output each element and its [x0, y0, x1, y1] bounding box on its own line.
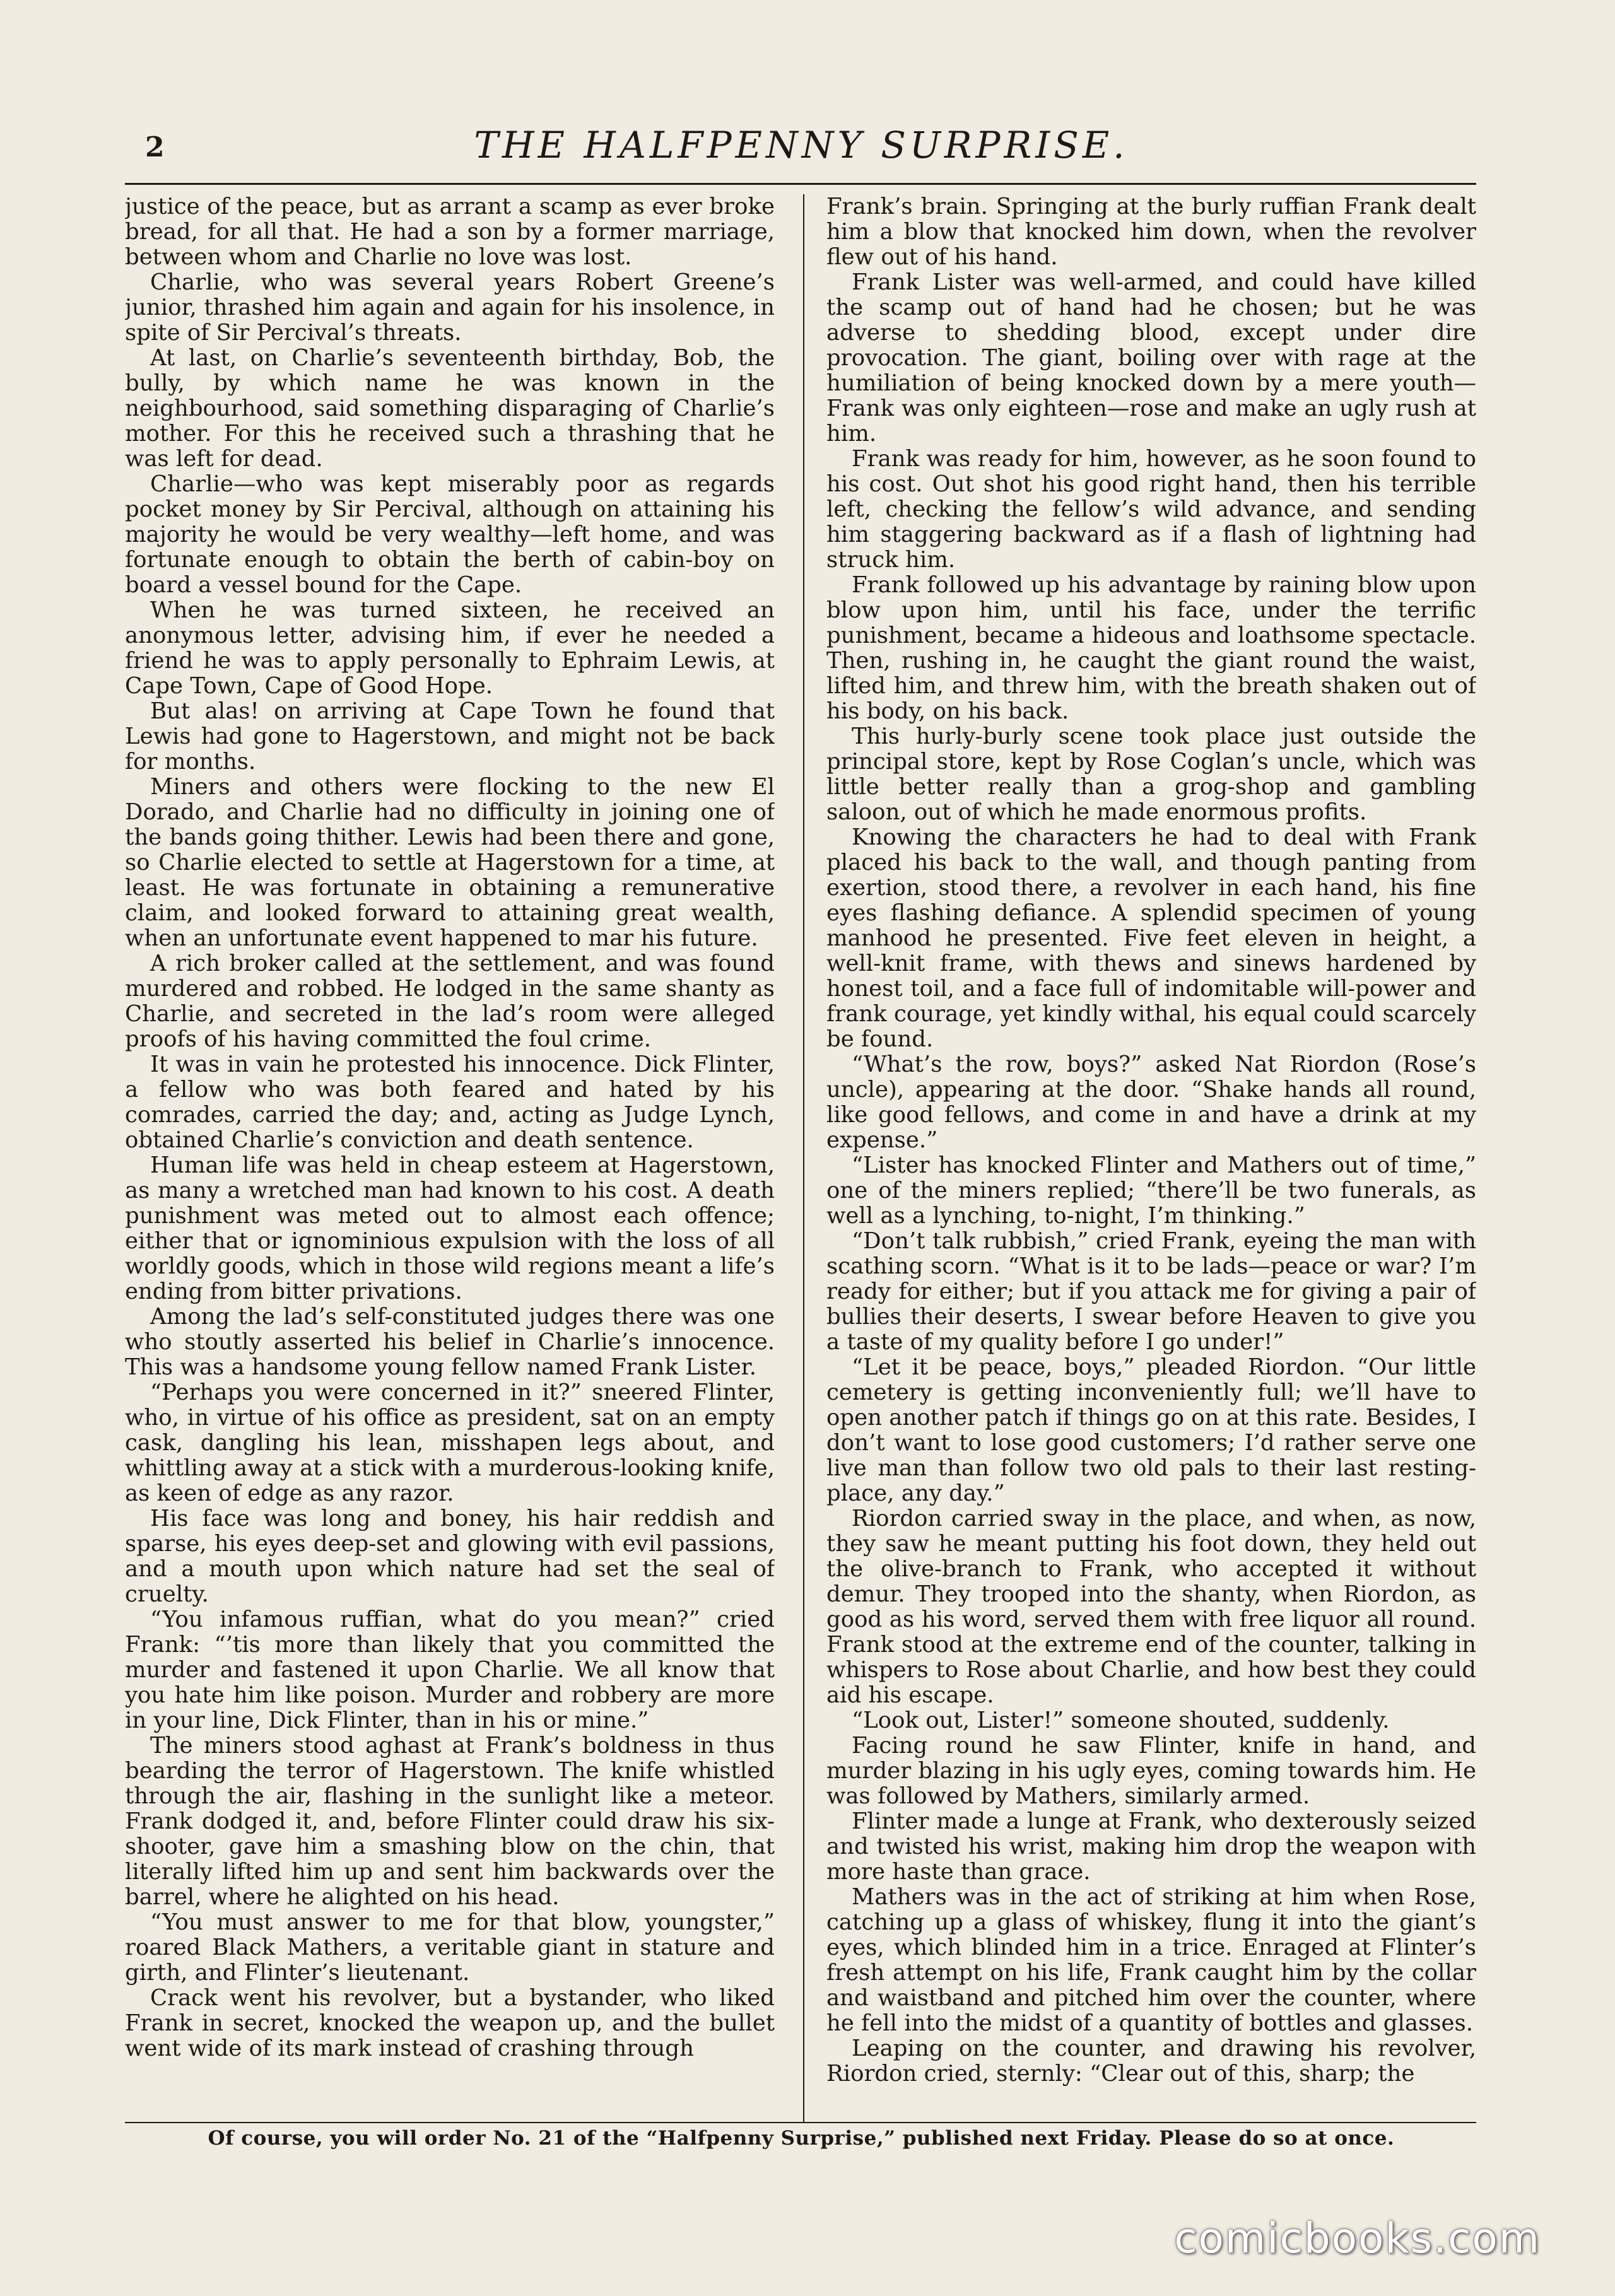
paragraph: At last, on Charlie’s seventeenth birthday, Bob, the bully, by which name he was known in the neighbourhood, said something disparaging of Charlie’s mother. For this he received such a thrashing that he was left for dead.: [125, 345, 775, 472]
paragraph: “Let it be peace, boys,” pleaded Riordon. “Our little cemetery is getting inconveniently full; we’ll have to open another patch if things go on at this rate. Besides, I don’t want to lose good customers; I’d rather serve one live man than follow two old pals to their last resting-place, any day.”: [826, 1354, 1476, 1506]
paragraph: Among the lad’s self-constituted judges there was one who stoutly asserted his belief in Charlie’s innocence. This was a handsome young fellow named Frank Lister.: [125, 1304, 775, 1380]
paragraph: Charlie—who was kept miserably poor as regards pocket money by Sir Percival, although on attaining his majority he would be very wealthy—left home, and was fortunate enough to obtain the berth of cabin-boy on board a vessel bound for the Cape.: [125, 471, 775, 598]
header-rule: [125, 183, 1476, 185]
paragraph: A rich broker called at the settlement, and was found murdered and robbed. He lodged in the same shanty as Charlie, and secreted in the lad’s room were alleged proofs of his having committed the foul crime.: [125, 951, 775, 1052]
page-header: [95, 124, 1508, 180]
paragraph: When he was turned sixteen, he received an anonymous letter, advising him, if ever he needed a friend he was to apply personally to Ephraim Lewis, at Cape Town, Cape of Good Hope.: [125, 597, 775, 699]
right-column: [826, 194, 1476, 2123]
column-divider: [803, 194, 804, 2123]
paragraph: Human life was held in cheap esteem at Hagerstown, as many a wretched man had known to his cost. A death punishment was meted out to almost each offence; either that or ignominious expulsion with the loss of all worldly goods, which in those wild regions meant a life’s ending from bitter privations.: [125, 1152, 775, 1304]
paragraph: Miners and others were flocking to the new El Dorado, and Charlie had no difficulty in joining one of the bands going thither. Lewis had been there and gone, so Charlie elected to settle at Hagerstown for a time, at least. He was fortunate in obtaining a remunerative claim, and looked forward to attaining great wealth, when an unfortunate event happened to mar his future.: [125, 774, 775, 951]
footer-rule: [125, 2122, 1476, 2123]
footer-note: Of course, you will order No. 21 of the “Halfpenny Surprise,” published next Friday. Please do so at once.: [208, 2127, 1395, 2150]
paragraph: “Perhaps you were concerned in it?” sneered Flinter, who, in virtue of his office as president, sat on an empty cask, dangling his lean, misshapen legs about, and whittling away at a stick with a murderous-looking knife, as keen of edge as any razor.: [125, 1379, 775, 1506]
paragraph: Frank Lister was well-armed, and could have killed the scamp out of hand had he chosen; but he was adverse to shedding blood, except under dire provocation. The giant, boiling over with rage at the humiliation of being knocked down by a mere youth—Frank was only eighteen—rose and make an ugly rush at him.: [826, 269, 1476, 447]
paragraph: “What’s the row, boys?” asked Nat Riordon (Rose’s uncle), appearing at the door. “Shake hands all round, like good fellows, and come in and have a drink at my expense.”: [826, 1051, 1476, 1153]
paragraph: “Lister has knocked Flinter and Mathers out of time,” one of the miners replied; “there’ll be two funerals, as well as a lynching, to-night, I’m thinking.”: [826, 1152, 1476, 1229]
paragraph: Facing round he saw Flinter, knife in hand, and murder blazing in his ugly eyes, coming towards him. He was followed by Mathers, similarly armed.: [826, 1733, 1476, 1809]
paragraph: This hurly-burly scene took place just outside the principal store, kept by Rose Coglan’s uncle, which was little better really than a grog-shop and gambling saloon, out of which he made enormous profits.: [826, 723, 1476, 825]
paragraph: “Look out, Lister!” someone shouted, suddenly.: [852, 1707, 1390, 1733]
paragraph: Knowing the characters he had to deal with Frank placed his back to the wall, and though panting from exertion, stood there, a revolver in each hand, his fine eyes flashing defiance. A splendid specimen of young manhood he presented. Five feet eleven in height, a well-knit frame, with thews and sinews hardened by honest toil, and a face full of indomitable will-power and frank courage, yet kindly withal, his equal could scarcely be found.: [826, 824, 1476, 1052]
paragraph: Leaping on the counter, and drawing his revolver, Riordon cried, sternly: “Clear out of this, sharp; the: [826, 2035, 1476, 2087]
paragraph: His face was long and boney, his hair reddish and sparse, his eyes deep-set and glowing with evil passions, and a mouth upon which nature had set the seal of cruelty.: [125, 1506, 775, 1607]
paragraph: Charlie, who was several years Robert Greene’s junior, thrashed him again and again for his insolence, in spite of Sir Percival’s threats.: [125, 269, 775, 346]
paragraph: Frank was ready for him, however, as he soon found to his cost. Out shot his good right hand, then his terrible left, checking the fellow’s wild advance, and sending him staggering backward as if a flash of lightning had struck him.: [826, 446, 1476, 573]
watermark: comicbooks.com: [1174, 2214, 1541, 2263]
paragraph: justice of the peace, but as arrant a scamp as ever broke bread, for all that. He had a son by a former marriage, between whom and Charlie no love was lost.: [125, 194, 775, 270]
page-title: THE HALFPENNY SURPRISE.: [474, 124, 1129, 167]
paragraph: But alas! on arriving at Cape Town he found that Lewis had gone to Hagerstown, and might not be back for months.: [125, 698, 775, 775]
paragraph: Crack went his revolver, but a bystander, who liked Frank in secret, knocked the weapon up, and the bullet went wide of its mark instead of crashing through: [125, 1985, 775, 2061]
left-column: [125, 194, 775, 2123]
paragraph: It was in vain he protested his innocence. Dick Flinter, a fellow who was both feared and hated by his comrades, carried the day; and, acting as Judge Lynch, obtained Charlie’s conviction and death sentence.: [125, 1051, 775, 1153]
paragraph: “Don’t talk rubbish,” cried Frank, eyeing the man with scathing scorn. “What is it to be lads—peace or war? I’m ready for either; but if you attack me for giving a pair of bullies their deserts, I swear before Heaven to give you a taste of my quality before I go under!”: [826, 1228, 1476, 1355]
paragraph: The miners stood aghast at Frank’s boldness in thus bearding the terror of Hagerstown. The knife whistled through the air, flashing in the sunlight like a meteor. Frank dodged it, and, before Flinter could draw his six-shooter, gave him a smashing blow on the chin, that literally lifted him up and sent him backwards over the barrel, where he alighted on his head.: [125, 1733, 775, 1910]
paragraph: “You infamous ruffian, what do you mean?” cried Frank: “’tis more than likely that you committed the murder and fastened it upon Charlie. We all know that you hate him like poison. Murder and robbery are more in your line, Dick Flinter, than in his or mine.”: [125, 1607, 775, 1733]
page-number: 2: [145, 131, 165, 163]
paragraph: Frank’s brain. Springing at the burly ruffian Frank dealt him a blow that knocked him down, when the revolver flew out of his hand.: [826, 194, 1476, 270]
paragraph: Frank followed up his advantage by raining blow upon blow upon him, until his face, under the terrific punishment, became a hideous and loathsome spectacle. Then, rushing in, he caught the giant round the waist, lifted him, and threw him, with the breath shaken out of his body, on his back.: [826, 572, 1476, 724]
paragraph: Flinter made a lunge at Frank, who dexterously seized and twisted his wrist, making him drop the weapon with more haste than grace.: [826, 1808, 1476, 1885]
paragraph: “You must answer to me for that blow, youngster,” roared Black Mathers, a veritable giant in stature and girth, and Flinter’s lieutenant.: [125, 1909, 775, 1986]
paragraph: Riordon carried sway in the place, and when, as now, they saw he meant putting his foot down, they held out the olive-branch to Frank, who accepted it without demur. They trooped into the shanty, when Riordon, as good as his word, served them with free liquor all round. Frank stood at the extreme end of the counter, talking in whispers to Rose about Charlie, and how best they could aid his escape.: [826, 1506, 1476, 1708]
paragraph: Mathers was in the act of striking at him when Rose, catching up a glass of whiskey, flung it into the giant’s eyes, which blinded him in a trice. Enraged at Flinter’s fresh attempt on his life, Frank caught him by the collar and waistband and pitched him over the counter, where he fell into the midst of a quantity of bottles and glasses.: [826, 1884, 1476, 2036]
